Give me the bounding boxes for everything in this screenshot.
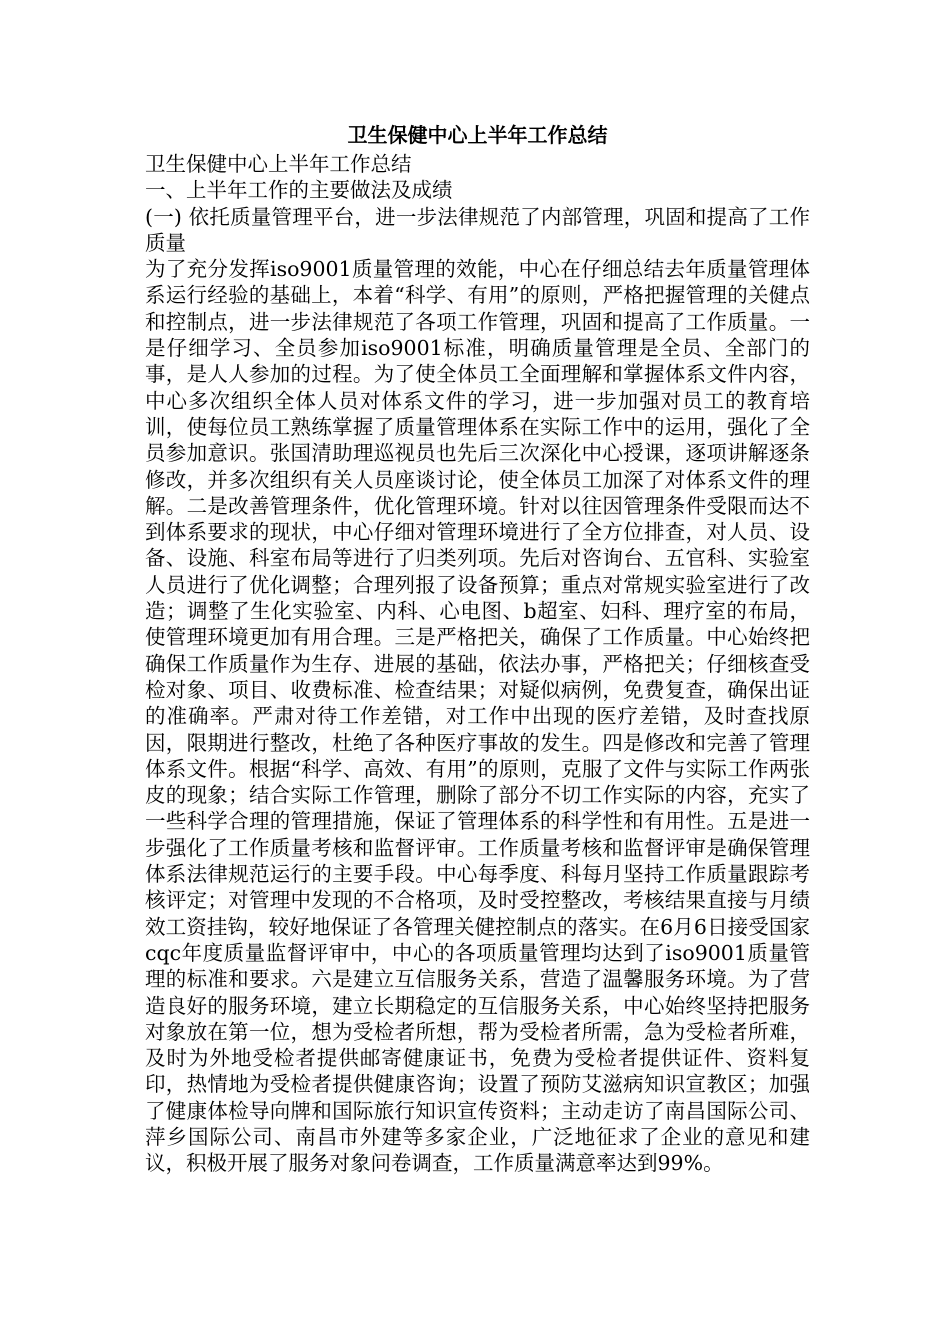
body-paragraph: 为了充分发挥iso9001质量管理的效能，中心在仔细总结去年质量管理体系运行经验的基础上，本着“科学、有用”的原则，严格把握管理的关健点和控制点，进一步法律规范了各项工作管理，巩固和提高了工作质量。一是仔细学习、全员参加iso9001标准，明确质量管理是全员、全部门的事，是人人参加的过程。为了使全体员工全面理解和掌握体系文件内容，中心多次组织全体人员对体系文件的学习，进一步加强对员工的教育培训，使每位员工熟练掌握了质量管理体系在实际工作中的运用，强化了全员参加意识。张国清助理巡视员也先后三次深化中心授课，逐项讲解逐条修改，并多次组织有关人员座谈讨论，使全体员工加深了对体系文件的理解。二是改善管理条件，优化管理环境。针对以往因管理条件受限而达不到体系要求的现状，中心仔细对管理环境进行了全方位排查，对人员、设备、设施、科室布局等进行了归类列项。先后对咨询台、五官科、实验室人员进行了优化调整；合理列报了设备预算；重点对常规实验室进行了改造；调整了生化实验室、内科、心电图、b超室、妇科、理疗室的布局，使管理环境更加有用合理。三是严格把关，确保了工作质量。中心始终把确保工作质量作为生存、进展的基础，依法办事，严格把关；仔细核查受检对象、项目、收费标准、检查结果；对疑似病例，免费复查，确保出证的准确率。严肃对待工作差错，对工作中出现的医疗差错，及时查找原因，限期进行整改，杜绝了各种医疗事故的发生。四是修改和完善了管理体系文件。根据“科学、高效、有用”的原则，克服了文件与实际工作两张皮的现象；结合实际工作管理，删除了部分不切工作实际的内容，充实了一些科学合理的管理措施，保证了管理体系的科学性和有用性。五是进一步强化了工作质量考核和监督评审。工作质量考核和监督评审是确保管理体系法律规范运行的主要手段。中心每季度、科每月坚持工作质量跟踪考核评定；对管理中发现的不合格项，及时受控整改，考核结果直接与月绩效工资挂钩，较好地保证了各管理关健控制点的落实。在6月6日接受国家cqc年度质量监督评审中，中心的各项质量管理均达到了iso9001质量管理的标准和要求。六是建立互信服务关系，营造了温馨服务环境。为了营造良好的服务环境，建立长期稳定的互信服务关系，中心始终坚持把服务对象放在第一位，想为受检者所想，帮为受检者所需，急为受检者所难，及时为外地受检者提供邮寄健康证书，免费为受检者提供证件、资料复印，热情地为受检者提供健康咨询；设置了预防艾滋病知识宣教区；加强了健康体检导向牌和国际旅行知识宣传资料；主动走访了南昌国际公司、萍乡国际公司、南昌市外建等多家企业，广泛地征求了企业的意见和建议，积极开展了服务对象问卷调查，工作质量满意率达到99%。 [145, 257, 810, 1176]
subsection-heading: (一) 依托质量管理平台，进一步法律规范了内部管理，巩固和提高了工作质量 [145, 204, 810, 255]
document-title: 卫生保健中心上半年工作总结 [347, 123, 608, 147]
document-page [145, 121, 810, 1177]
document-subtitle: 卫生保健中心上半年工作总结 [145, 152, 412, 176]
section-heading: 一、上半年工作的主要做法及成绩 [145, 178, 453, 203]
